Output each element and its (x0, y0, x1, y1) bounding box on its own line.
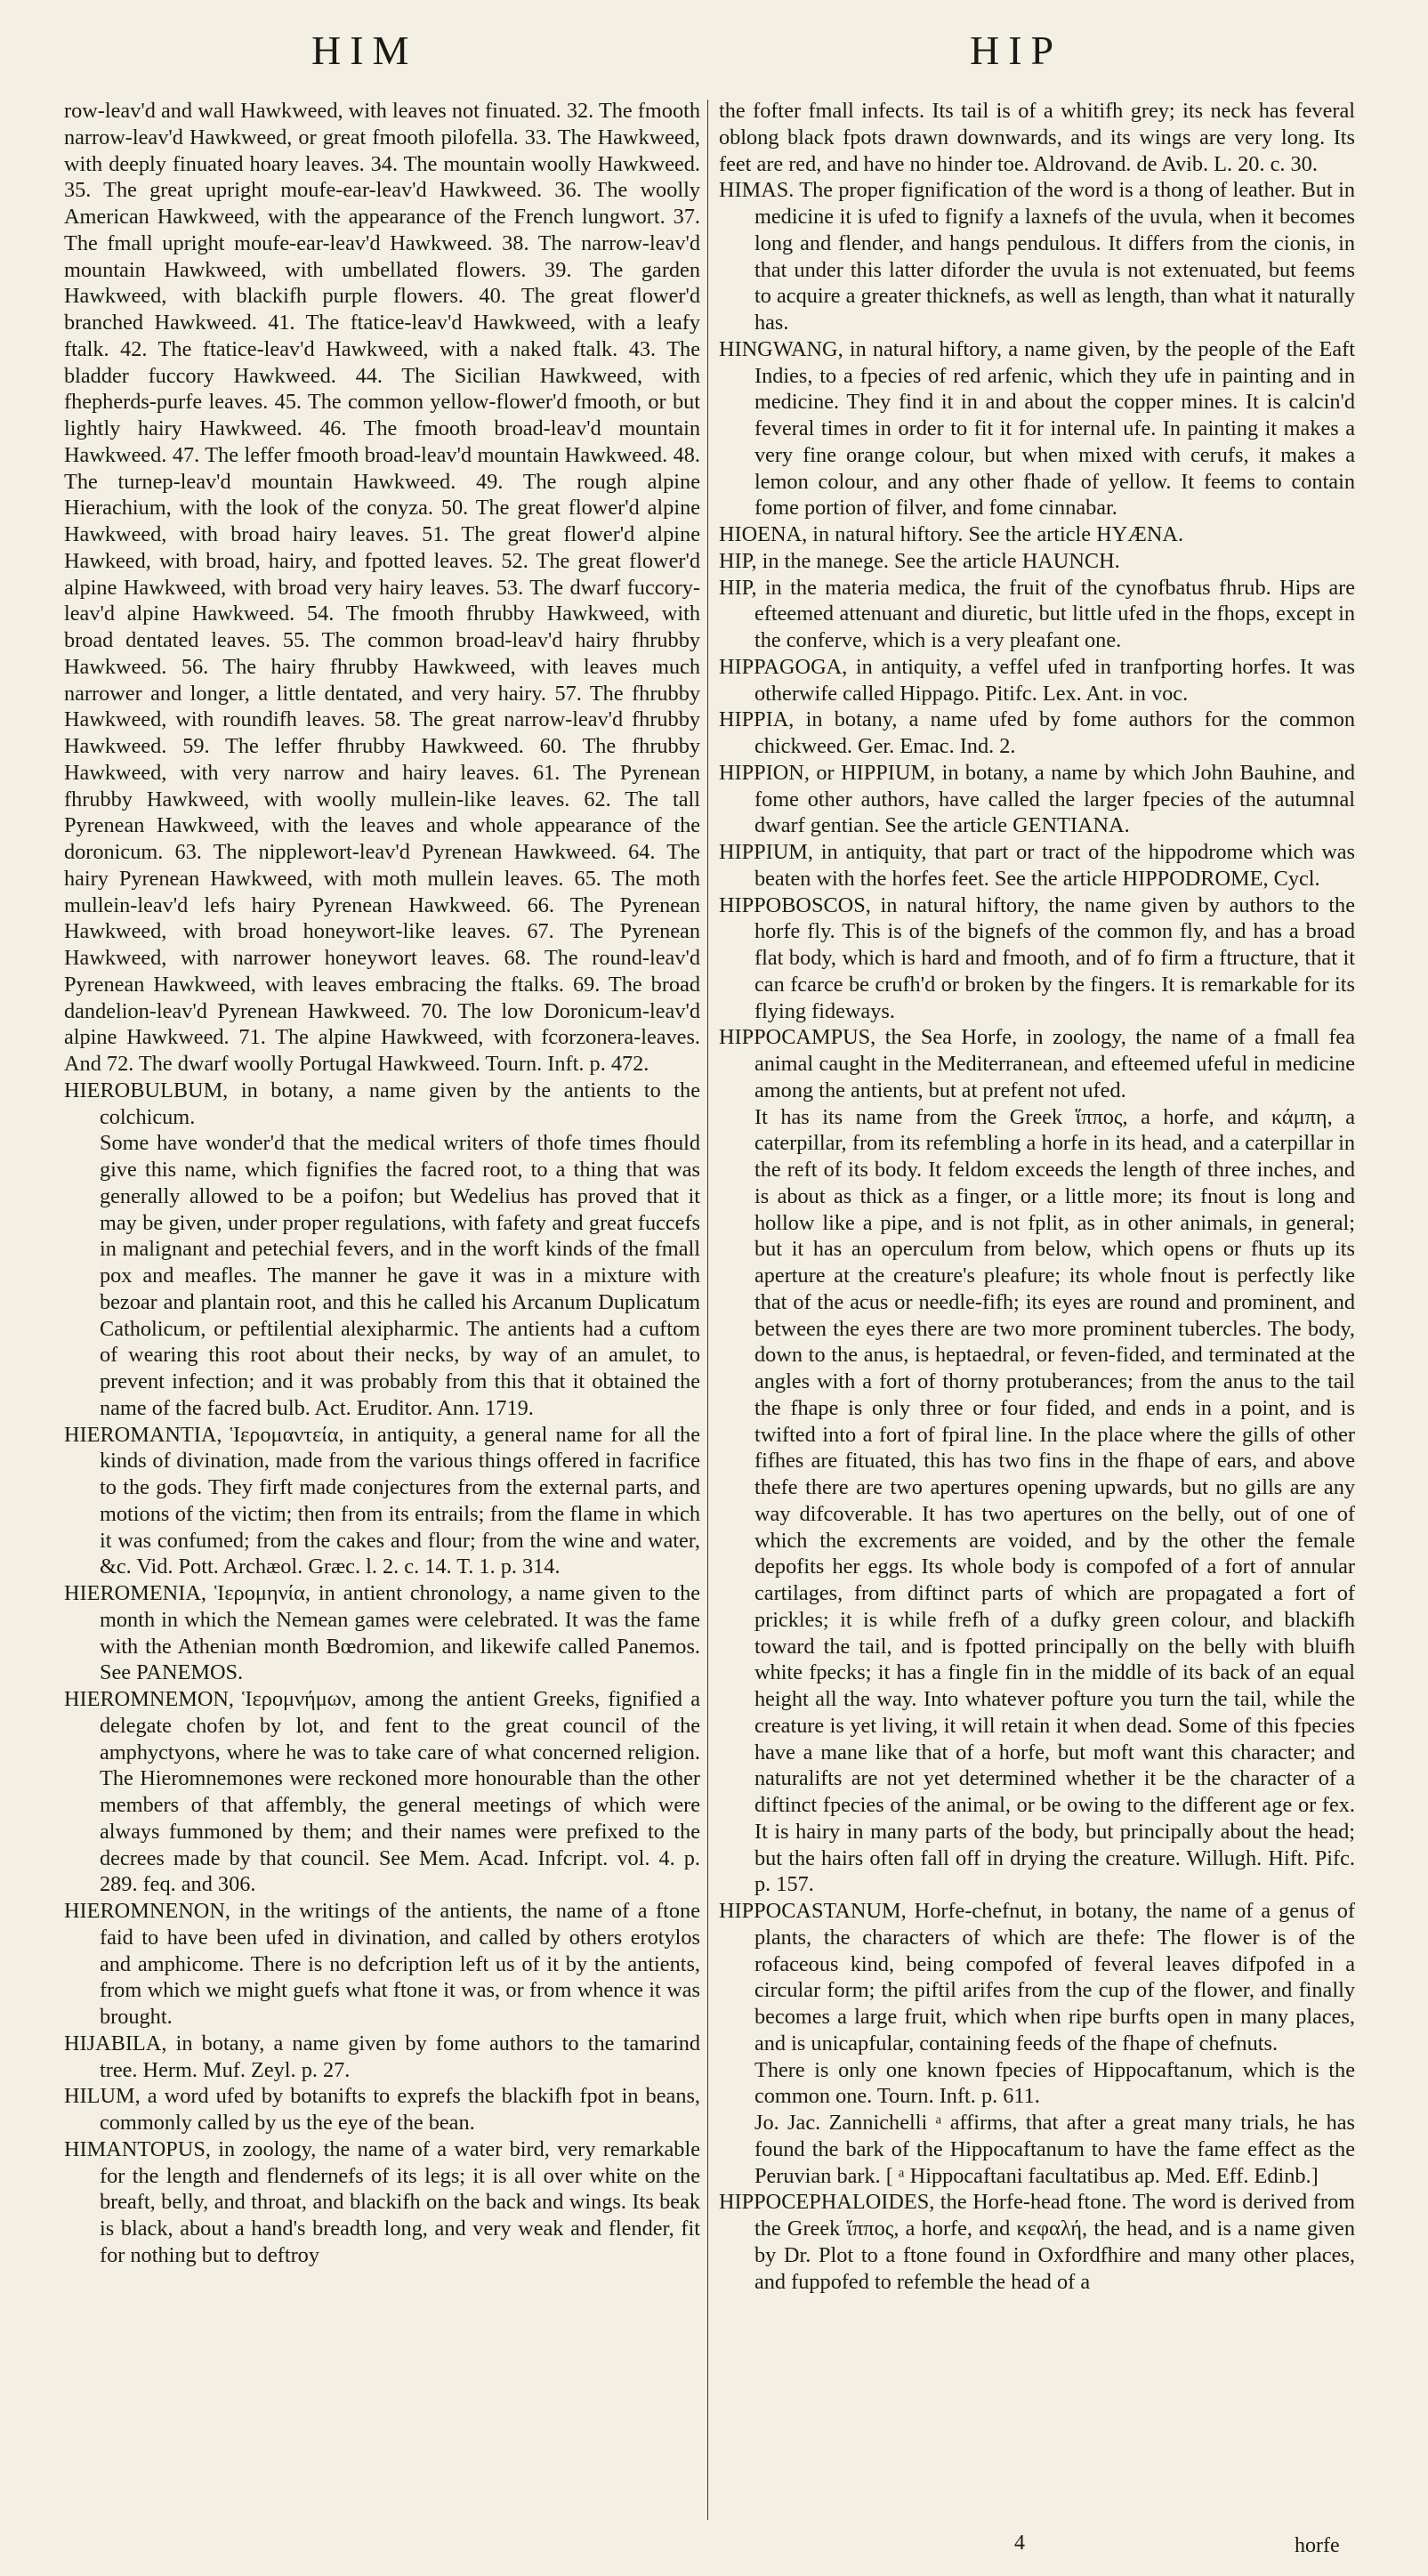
dictionary-entry: HILUM, a word ufed by botanifts to exprefs the blackifh fpot in beans, commonly called by us the eye of the bean. (64, 2084, 700, 2135)
dictionary-entry: HIP, in the manege. See the article HAUNCH. (719, 548, 1120, 573)
dictionary-entry: HIPPOCAMPUS, the Sea Horfe, in zoology, the name of a fmall fea animal caught in the Mediterranean, and efteemed ufeful in medicine among the antients, but at prefent not ufed. (719, 1025, 1355, 1102)
dictionary-entry: HIMANTOPUS, in zoology, the name of a water bird, very remarkable for the length and flendernefs of its legs; it is all over white on the breaft, belly, and throat, and blackifh on the back and wings. Its beak is black, about a hand's breadth long, and very weak and flender, fit for nothing but to deftroy (64, 2136, 700, 2267)
column-divider (707, 100, 708, 2520)
dictionary-entry: HIMAS. The proper fignification of the word is a thong of leather. But in medicine it is ufed to fignify a laxnefs of the uvula, when it becomes long and flender, and hangs pendulous. It differs from the cionis, in that under this latter diforder the uvula is not extenuated, but feems to acquire a greater thicknefs, as well as length, than what it naturally has. (719, 178, 1355, 335)
dictionary-entry: HIPPAGOGA, in antiquity, a veffel ufed in tranfporting horfes. It was otherwife called Hippago. Pitifc. Lex. Ant. in voc. (719, 654, 1355, 706)
dictionary-entry: HIPPIA, in botany, a name ufed by fome authors for the common chickweed. Ger. Emac. Ind. 2. (719, 707, 1355, 758)
dictionary-entry: HIPPOCASTANUM, Horfe-chefnut, in botany, the name of a genus of plants, the characters of which are thefe: The flower is of the rofaceous kind, being compofed of feveral leaves difpofed in a circular form; the piftil arifes from the cup of the flower, and finally becomes a large fruit, which when ripe burfts open in many places, and is unicapfular, containing feeds of the fhape of chefnuts. (719, 1899, 1355, 2055)
dictionary-entry: HIPPOCEPHALOIDES, the Horfe-head ftone. The word is derived from the Greek ἵππος, a horfe, and κεφαλή, the head, and is a name given by Dr. Plot to a ftone found in Oxfordfhire and many other places, and fuppofed to refemble the head of a (719, 2190, 1355, 2294)
entry-paragraph: Some have wonder'd that the medical writers of thofe times fhould give this name, which fignifies the facred root, to a thing that was generally allowed to be a poifon; but Wedelius has proved that it may be given, under proper regulations, with fafety and great fuccefs in malignant and petechial fevers, and in the worft kinds of the fmall pox and meafles. The manner he gave it was in a mixture with bezoar and plantain root, and this he called his Arcanum Duplicatum Catholicum, or peftilential alexipharmic. The antients had a cuftom of wearing this root about their necks, by way of an amulet, to prevent infection; and it was probably from this that it obtained the name of the facred bulb. Act. Eruditor. Ann. 1719. (100, 1131, 700, 1420)
dictionary-entry: HIEROMNENON, in the writings of the antients, the name of a ftone faid to have been ufed in divination, and called by others erotylos and amphicome. There is no defcription left us of it by the antients, from which we might guefs what ftone it was, or from whence it was brought. (64, 1899, 700, 2029)
dictionary-entry: HIEROMANTIA, Ἱερομαντεία, in antiquity, a general name for all the kinds of divination, made from the various things offered in facrifice to the gods. They firft made conjectures from the external parts, and motions of the victim; then from its entrails; from the flame in which it was confumed; from the cakes and flour; from the wine and water, &c. Vid. Pott. Archæol. Græc. l. 2. c. 14. T. 1. p. 314. (64, 1422, 700, 1579)
continued-text: row-leav'd and wall Hawkweed, with leaves not finuated. 32. The fmooth narrow-leav'd Hawkweed, or great fmooth pilofella. 33. The Hawkweed, with deeply finuated hoary leaves. 34. The mountain woolly Hawkweed. 35. The great upright moufe-ear-leav'd Hawkweed. 36. The woolly American Hawkweed, with the appearance of the French lungwort. 37. The fmall upright moufe-ear-leav'd Hawkweed. 38. The narrow-leav'd mountain Hawkweed, with umbellated flowers. 39. The garden Hawkweed, with blackifh purple flowers. 40. The great flower'd branched Hawkweed. 41. The ftatice-leav'd Hawkweed, with a leafy ftalk. 42. The ftatice-leav'd Hawkweed, with a naked ftalk. 43. The bladder fuccory Hawkweed. 44. The Sicilian Hawkweed, with fhepherds-purfe leaves. 45. The common yellow-flower'd fmooth, or but lightly hairy Hawkweed. 46. The fmooth broad-leav'd mountain Hawkweed. 47. The leffer fmooth broad-leav'd mountain Hawkweed. 48. The turnep-leav'd mountain Hawkweed. 49. The rough alpine Hierachium, with the look of the conyza. 50. The great flower'd alpine Hawkweed, with broad hairy leaves. 51. The great flower'd alpine Hawkeed, with broad, hairy, and fpotted leaves. 52. The great flower'd alpine Hawkweed, with broad very hairy leaves. 53. The dwarf fuccory-leav'd alpine Hawkweed. 54. The fmooth fhrubby Hawkweed, with broad dentated leaves. 55. The common broad-leav'd hairy fhrubby Hawkweed. 56. The hairy fhrubby Hawkweed, with leaves much narrower and longer, a little dentated, and very hairy. 57. The fhrubby Hawkweed, with roundifh leaves. 58. The great narrow-leav'd fhrubby Hawkweed. 59. The leffer fhrubby Hawkweed. 60. The fhrubby Hawkweed, with very narrow and hairy leaves. 61. The Pyrenean fhrubby Hawkweed, with woolly mullein-like leaves. 62. The tall Pyrenean Hawkweed, with the leaves and whole appearance of the doronicum. 63. The nipplewort-leav'd Pyrenean Hawkweed. 64. The hairy Pyrenean Hawkweed, with moth mullein leaves. 65. The moth mullein-leav'd lefs hairy Pyrenean Hawkweed. 66. The Pyrenean Hawkweed, with broad honeywort-like leaves. 67. The Pyrenean Hawkweed, with narrower honeywort leaves. 68. The round-leav'd Pyrenean Hawkweed, with leaves embracing the ftalks. 69. The broad dandelion-leav'd Pyrenean Hawkweed. 70. The low Doronicum-leav'd alpine Hawkweed. 71. The alpine Hawkweed, with fcorzonera-leaves. And 72. The dwarf woolly Portugal Hawkweed. Tourn. Inft. p. 472. (64, 99, 700, 1076)
signature-mark: 4 (1014, 2532, 1025, 2555)
continued-text: the fofter fmall infects. Its tail is of a whitifh grey; its neck has feveral oblong black fpots drawn downwards, and its wings are very long. Its feet are red, and have no hinder toe. Aldrovand. de Avib. L. 20. c. 30. (719, 99, 1355, 176)
dictionary-entry: HIP, in the materia medica, the fruit of the cynofbatus fhrub. Hips are efteemed attenuant and diuretic, but little ufed in the fhops, except in the conferve, which is a very pleafant one. (719, 575, 1355, 652)
dictionary-entry: HIPPIUM, in antiquity, that part or tract of the hippodrome which was beaten with the horfes feet. See the article HIPPODROME, Cycl. (719, 840, 1355, 891)
right-column (719, 98, 1355, 2295)
dictionary-entry: HIOENA, in natural hiftory. See the article HYÆNA. (719, 522, 1184, 546)
entry-paragraph: Jo. Jac. Zannichelli ᵃ affirms, that after a great many trials, he has found the bark of the Hippocaftanum to have the fame effect as the Peruvian bark. [ ᵃ Hippocaftani facultatibus ap. Med. Eff. Edinb.] (754, 2111, 1355, 2188)
left-column (64, 98, 700, 2269)
entry-paragraph: It has its name from the Greek ἵππος, a horfe, and κάμπη, a caterpillar, from its refembling a horfe in its head, and a caterpillar in the reft of its body. It feldom exceeds the length of three inches, and is about as thick as a finger, or a little more; its fnout is long and hollow like a pipe, and is not fplit, as in other animals, in general; but it has an operculum from below, which opens or fhuts up its aperture at the creature's pleafure; its whole fnout is perfectly like that of the acus or needle-fifh; its eyes are round and prominent, and between the eyes there are two more prominent tubercles. The body, down to the anus, is heptaedral, or feven-fided, and terminated at the angles with a fort of thorny protuberances; from the anus to the tail the fhape is only three or four fided, and ends in a point, and is twifted into a fort of fpiral line. In the place where the gills of other fifhes are fituated, this has two fins in the fhape of ears, and above thefe there are two apertures opening upwards, but no gills are any way difcoverable. It has two apertures on the belly, out of one of which the excrements are voided, and by the other the female depofits her eggs. Its whole body is compofed of a fort of annular cartilages, from diftinct parts of which are propagated a fort of prickles; it is while frefh of a dufky green colour, and blackifh toward the tail, and is fpotted principally on the belly with bluifh white fpecks; it has a fingle fin in the middle of its back of an equal height all the way. Into whatever pofture you turn the tail, while the creature is yet living, it will retain it when dead. Some of this fpecies have a mane like that of a horfe, but moft want this character; and naturalifts are not yet determined whether it be the character of a diftinct fpecies of the animal, or be owing to the different age or fex. It is hairy in many parts of the body, but principally about the head; but the hairs often fall off in drying the creature. Willugh. Hift. Pifc. p. 157. (754, 1104, 1355, 1897)
running-header (0, 27, 1428, 80)
dictionary-entry: HIJABILA, in botany, a name given by fome authors to the tamarind tree. Herm. Muf. Zeyl. p. 27. (64, 2031, 700, 2082)
dictionary-entry: HIEROMENIA, Ἱερομηνία, in antient chronology, a name given to the month in which the Nemean games were celebrated. It was the fame with the Athenian month Bœdromion, and likewife called Panemos. See PANEMOS. (64, 1581, 700, 1685)
catchword: horfe (1295, 2534, 1340, 2557)
left-headword: HIM (311, 28, 418, 73)
dictionary-entry: HIPPOBOSCOS, in natural hiftory, the name given by authors to the horfe fly. This is of the bignefs of the common fly, and has a broad flat body, which is hard and fmooth, and of fo firm a ftructure, that it can fcarce be crufh'd or broken by the fingers. It is remarkable for its flying fideways. (719, 892, 1355, 1023)
dictionary-entry: HIEROBULBUM, in botany, a name given by the antients to the colchicum. (64, 1078, 700, 1129)
entry-paragraph: There is only one known fpecies of Hippocaftanum, which is the common one. Tourn. Inft. p. 611. (754, 2057, 1355, 2109)
dictionary-entry: HIEROMNEMON, Ἱερομνήμων, among the antient Greeks, fignified a delegate chofen by lot, and fent to the great council of the amphyctyons, where he was to take care of what concerned religion. The Hieromnemones were reckoned more honourable than the other members of that affembly, the general meetings of which were always fummoned by them; and their names were prefixed to the decrees made by that council. See Mem. Acad. Infcript. vol. 4. p. 289. feq. and 306. (64, 1687, 700, 1897)
dictionary-entry: HINGWANG, in natural hiftory, a name given, by the people of the Eaft Indies, to a fpecies of red arfenic, which they ufe in painting and in medicine. They find it in and about the copper mines. It is calcin'd feveral times in order to fit it for internal ufe. In painting it makes a very fine orange colour, but when mixed with cerufs, it makes a lemon colour, and any other fhade of yellow. It feems to contain fome portion of filver, and fome cinnabar. (719, 336, 1355, 521)
right-headword: HIP (970, 28, 1063, 73)
dictionary-entry: HIPPION, or HIPPIUM, in botany, a name by which John Bauhine, and fome other authors, have called the larger fpecies of the autumnal dwarf gentian. See the article GENTIANA. (719, 760, 1355, 838)
